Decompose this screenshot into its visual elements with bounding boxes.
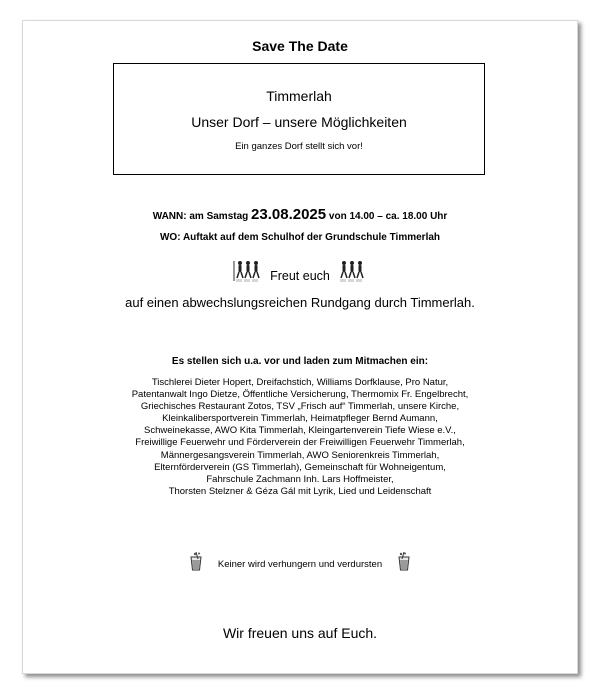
- headline-box: [113, 63, 485, 175]
- exhibitors-heading: Es stellen sich u.a. vor und laden zum Mitmachen ein:: [171, 356, 429, 367]
- exhibitor-line: Patentanwalt Ingo Dietze, Öffentliche Versicherung, Thermomix Fr. Engelbrecht,: [131, 389, 469, 401]
- headline-village: Timmerlah: [266, 88, 332, 104]
- food-line: [23, 551, 577, 573]
- walking-people-icon: [339, 259, 367, 283]
- drink-glass-icon: [187, 551, 205, 573]
- event-when: [23, 206, 577, 223]
- headline-tagline: Ein ganzes Dorf stellt sich vor!: [235, 141, 363, 152]
- exhibitor-line: Männergesangsverein Timmerlah, AWO Seniorenkreis Timmerlah,: [160, 449, 440, 461]
- exhibitor-line: Elternförderverein (GS Timmerlah), Gemeinschaft für Wohneigentum,: [154, 461, 446, 473]
- freut-text: Freut euch: [270, 269, 330, 283]
- food-text: Keiner wird verhungern und verdursten: [217, 559, 383, 570]
- when-time: von 14.00 – ca. 18.00 Uhr: [328, 211, 448, 222]
- exhibitor-line: Fahrschule Zachmann Inh. Lars Hoffmeister,: [206, 473, 394, 485]
- walking-people-icon: [233, 259, 261, 283]
- exhibitor-line: Freiwillige Feuerwehr und Förderverein der Freiwilligen Feuerwehr Timmerlah,: [135, 437, 465, 449]
- exhibitor-line: Tischlerei Dieter Hopert, Dreifachstich, Williams Dorfklause, Pro Natur,: [151, 377, 449, 388]
- event-date: 23.08.2025: [251, 206, 327, 223]
- exhibitor-line: Schweinekasse, AWO Kita Timmerlah, Kleingartenverein Tiefe Wiese e.V.,: [144, 425, 456, 437]
- closing-text: Wir freuen uns auf Euch.: [222, 625, 378, 641]
- headline-slogan: Unser Dorf – unsere Möglichkeiten: [191, 114, 407, 130]
- flyer-page: [22, 20, 578, 674]
- exhibitor-line: Griechisches Restaurant Zotos, TSV „Frisch auf“ Timmerlah, unsere Kirche,: [140, 401, 460, 413]
- freut-line: [23, 259, 577, 287]
- exhibitors-list: [23, 377, 577, 498]
- exhibitor-line: Thorsten Stelzner & Géza Gál mit Lyrik, Lied und Leidenschaft: [168, 485, 432, 497]
- exhibitor-line: Kleinkalibersportverein Timmerlah, Heimatpfleger Bernd Aumann,: [162, 413, 438, 425]
- tour-text: auf einen abwechslungsreichen Rundgang durch Timmerlah.: [125, 295, 475, 310]
- page-title: Save The Date: [252, 38, 348, 54]
- drink-glass-icon: [395, 551, 413, 573]
- event-where: WO: Auftakt auf dem Schulhof der Grundschule Timmerlah: [159, 232, 441, 243]
- when-prefix: WANN: am Samstag: [152, 211, 249, 222]
